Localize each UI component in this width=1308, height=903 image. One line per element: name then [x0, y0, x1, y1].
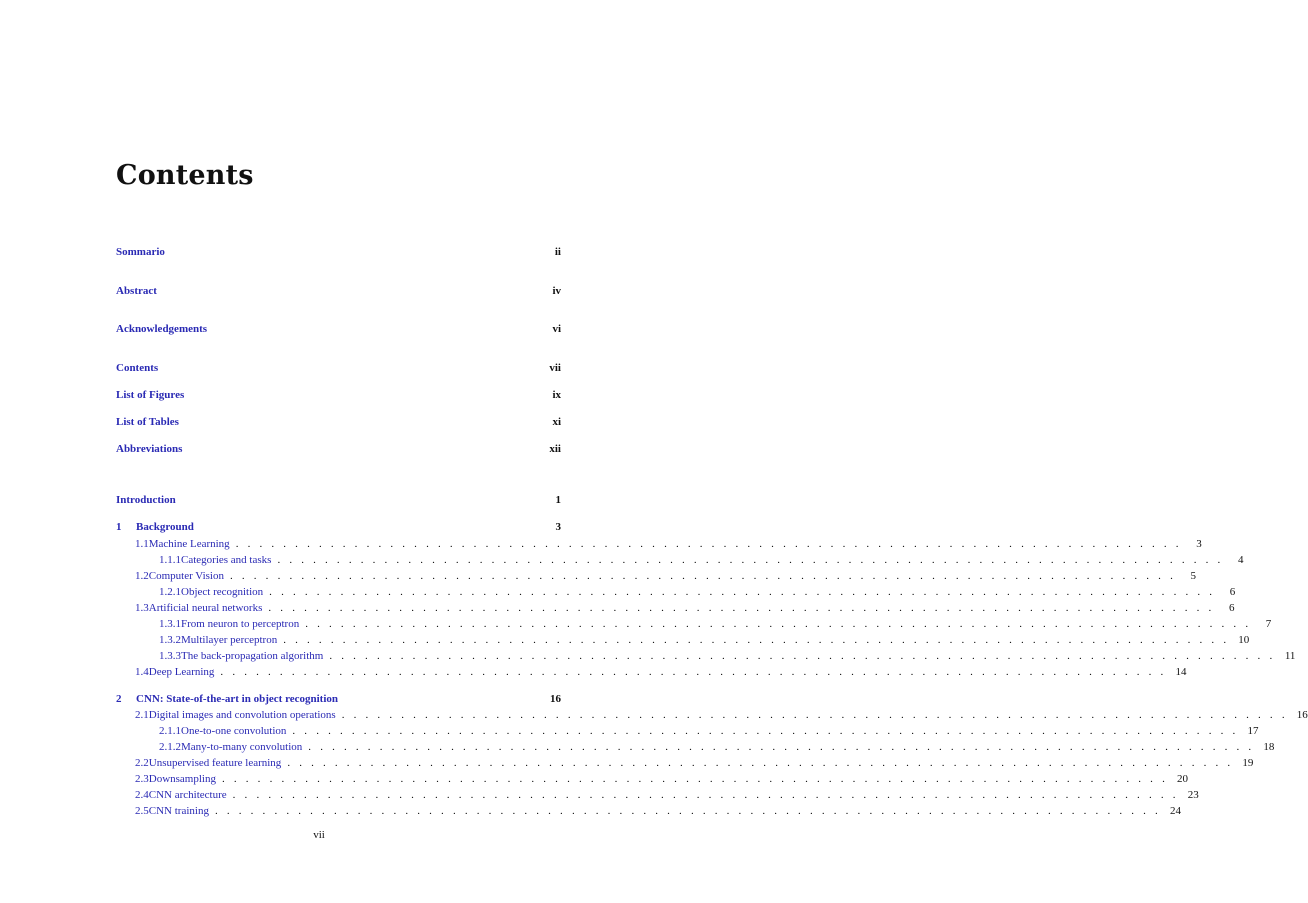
toc-leader-dots: . . . . . . . . . . . . . . . . . . . . . . . . . . . . . . . . . . . . . . . . . . . . . . . . . . . . . . . . . . . . . . . . . . . . . . . . . . . . . . . . — [277, 554, 1224, 566]
toc-entry-number: 1.3 — [135, 602, 149, 614]
page-number: vii — [313, 829, 325, 841]
toc-entry-page: 4 — [1238, 554, 1244, 566]
toc-entry-link[interactable]: Background — [136, 521, 194, 533]
toc-entry-number: 1 — [116, 521, 122, 533]
toc-entry[interactable] — [116, 568, 1197, 584]
toc-entry-page: 6 — [1229, 586, 1236, 598]
toc-entry-page: 16 — [1296, 709, 1308, 721]
toc-entry-page: 10 — [1238, 634, 1250, 646]
toc-entry[interactable] — [116, 552, 1244, 568]
toc-entry-number: 2.4 — [135, 789, 149, 801]
toc-entry-number: 1.2.1 — [159, 586, 181, 598]
toc-entry-link[interactable]: CNN: State-of-the-art in object recognition — [136, 693, 339, 705]
toc-entry[interactable] — [116, 584, 1236, 600]
toc-entry-link[interactable]: Contents — [116, 362, 159, 374]
toc-entry-link[interactable]: Multilayer perceptron — [181, 634, 278, 646]
toc-entry[interactable] — [116, 441, 561, 457]
toc-entry[interactable] — [116, 616, 1272, 632]
toc-entry-link[interactable]: Deep Learning — [148, 666, 215, 678]
toc-entry[interactable] — [116, 321, 561, 337]
toc-entry[interactable] — [116, 414, 561, 430]
toc-entry-number: 1.1.1 — [159, 554, 181, 566]
toc-entry-link[interactable]: Many-to-many convolution — [181, 741, 303, 753]
toc-entry[interactable] — [116, 519, 561, 535]
toc-entry-page: 1 — [555, 494, 561, 506]
toc-entry-link[interactable]: Machine Learning — [148, 538, 230, 550]
toc-entry-link[interactable]: Abbreviations — [116, 443, 183, 455]
toc-leader-dots: . . . . . . . . . . . . . . . . . . . . . . . . . . . . . . . . . . . . . . . . . . . . . . . . . . . . . . . . . . . . . . . . . . . . . . . . . . . . . . . . — [305, 618, 1252, 630]
toc-entry-page: 5 — [1190, 570, 1197, 582]
toc-leader-dots: . . . . . . . . . . . . . . . . . . . . . . . . . . . . . . . . . . . . . . . . . . . . . . . . . . . . . . . . . . . . . . . . . . . . . . . . . . . . . . . . — [232, 789, 1179, 801]
toc-entry[interactable] — [116, 492, 561, 508]
toc-leader-dots: . . . . . . . . . . . . . . . . . . . . . . . . . . . . . . . . . . . . . . . . . . . . . . . . . . . . . . . . . . . . . . . . . . . . . . . . . . . . . . . . — [229, 570, 1177, 582]
toc-leader-dots: . . . . . . . . . . . . . . . . . . . . . . . . . . . . . . . . . . . . . . . . . . . . . . . . . . . . . . . . . . . . . . . . . . . . . . . . . . . . . . . . — [214, 805, 1162, 817]
toc-entry-link[interactable]: List of Figures — [116, 389, 185, 401]
toc-entry-page: 11 — [1284, 650, 1296, 662]
toc-entry[interactable] — [116, 755, 1254, 771]
toc-entry-link[interactable]: The back-propagation algorithm — [181, 650, 324, 662]
toc-entry-page: 23 — [1187, 789, 1199, 801]
toc-entry[interactable] — [116, 787, 1199, 803]
toc-entry[interactable] — [116, 600, 1235, 616]
toc-entry-link[interactable]: From neuron to perceptron — [181, 618, 300, 630]
toc-entry-number: 2.3 — [135, 773, 149, 785]
toc-entry-page: 17 — [1247, 725, 1259, 737]
toc-leader-dots: . . . . . . . . . . . . . . . . . . . . . . . . . . . . . . . . . . . . . . . . . . . . . . . . . . . . . . . . . . . . . . . . . . . . . . . . . . . . . . . . — [268, 602, 1215, 614]
toc-entry-page: 14 — [1175, 666, 1187, 678]
toc-entry-link[interactable]: Sommario — [116, 246, 165, 258]
toc-entry-page: 18 — [1263, 741, 1275, 753]
toc-entry-link[interactable]: List of Tables — [116, 416, 179, 428]
toc-entry[interactable] — [116, 723, 1259, 739]
toc-entry-page: 6 — [1228, 602, 1235, 614]
toc-entry-page: 3 — [555, 521, 561, 533]
toc-entry-number: 2.1 — [135, 709, 149, 721]
toc-entry-link[interactable]: Artificial neural networks — [148, 602, 263, 614]
toc-leader-dots: . . . . . . . . . . . . . . . . . . . . . . . . . . . . . . . . . . . . . . . . . . . . . . . . . . . . . . . . . . . . . . . . . . . . . . . . . . . . . . . . — [283, 634, 1230, 646]
toc-entry[interactable] — [116, 244, 561, 260]
toc-entry-number: 2.5 — [135, 805, 149, 817]
toc-entry-number: 2.2 — [135, 757, 149, 769]
toc-entry-number: 1.3.3 — [159, 650, 181, 662]
toc-entry-page: 16 — [550, 693, 561, 705]
toc-entry-page: 3 — [1196, 538, 1202, 550]
toc-entry-page: xii — [549, 443, 561, 455]
toc-entry-link[interactable]: Digital images and convolution operations — [148, 709, 336, 721]
toc-entry-number: 1.1 — [135, 538, 149, 550]
toc-entry-number: 2.1.2 — [159, 741, 181, 753]
toc-entry-link[interactable]: Introduction — [116, 494, 176, 506]
toc-entry[interactable] — [116, 691, 561, 707]
page-title: Contents — [116, 160, 254, 191]
toc-entry-number: 2 — [116, 693, 122, 705]
toc-entry-link[interactable]: Abstract — [116, 285, 157, 297]
toc-entry[interactable] — [116, 707, 1308, 723]
toc-entry-page: ii — [554, 246, 561, 258]
toc-leader-dots: . . . . . . . . . . . . . . . . . . . . . . . . . . . . . . . . . . . . . . . . . . . . . . . . . . . . . . . . . . . . . . . . . . . . . . . . . . . . . . . . — [292, 725, 1239, 737]
toc-entry-link[interactable]: CNN architecture — [148, 789, 227, 801]
toc-entry[interactable] — [116, 739, 1275, 755]
toc-entry-link[interactable]: One-to-one convolution — [181, 725, 287, 737]
toc-entry-page: 24 — [1170, 805, 1182, 817]
toc-entry[interactable] — [116, 536, 1202, 552]
toc-entry[interactable] — [116, 664, 1187, 680]
toc-leader-dots: . . . . . . . . . . . . . . . . . . . . . . . . . . . . . . . . . . . . . . . . . . . . . . . . . . . . . . . . . . . . . . . . . . . . . . . . . . . . . . . . — [221, 773, 1169, 785]
toc-entry[interactable] — [116, 803, 1182, 819]
toc-leader-dots: . . . . . . . . . . . . . . . . . . . . . . . . . . . . . . . . . . . . . . . . . . . . . . . . . . . . . . . . . . . . . . . . . . . . . . . . . . . . . . . . — [220, 666, 1167, 678]
toc-leader-dots: . . . . . . . . . . . . . . . . . . . . . . . . . . . . . . . . . . . . . . . . . . . . . . . . . . . . . . . . . . . . . . . . . . . . . . . . . . . . . . . . — [341, 709, 1288, 721]
toc-entry-link[interactable]: Object recognition — [181, 586, 264, 598]
toc-entry-link[interactable]: Unsupervised feature learning — [148, 757, 282, 769]
toc-entry[interactable] — [116, 387, 561, 403]
toc-entry[interactable] — [116, 648, 1296, 664]
toc-entry-number: 1.4 — [135, 666, 149, 678]
toc-entry[interactable] — [116, 632, 1250, 648]
toc-entry-link[interactable]: Downsampling — [148, 773, 216, 785]
toc-leader-dots: . . . . . . . . . . . . . . . . . . . . . . . . . . . . . . . . . . . . . . . . . . . . . . . . . . . . . . . . . . . . . . . . . . . . . . . . . . . . . . . . — [287, 757, 1234, 769]
toc-entry-link[interactable]: Categories and tasks — [181, 554, 272, 566]
toc-entry-page: 19 — [1242, 757, 1254, 769]
toc-entry-page: xi — [552, 416, 561, 428]
toc-entry-page: iv — [552, 285, 561, 297]
toc-entry[interactable] — [116, 771, 1189, 787]
toc-entry[interactable] — [116, 360, 561, 376]
toc-leader-dots: . . . . . . . . . . . . . . . . . . . . . . . . . . . . . . . . . . . . . . . . . . . . . . . . . . . . . . . . . . . . . . . . . . . . . . . . . . . . . . . . — [269, 586, 1216, 598]
toc-leader-dots: . . . . . . . . . . . . . . . . . . . . . . . . . . . . . . . . . . . . . . . . . . . . . . . . . . . . . . . . . . . . . . . . . . . . . . . . . . . . . . . . — [308, 741, 1255, 753]
toc-entry-page: 7 — [1265, 618, 1272, 630]
toc-entry-page: vi — [552, 323, 561, 335]
toc-entry-page: 20 — [1177, 773, 1189, 785]
toc-entry-page: vii — [549, 362, 561, 374]
toc-entry-number: 1.2 — [135, 570, 149, 582]
toc-entry-number: 2.1.1 — [159, 725, 181, 737]
toc-entry[interactable] — [116, 283, 561, 299]
toc-entry-link[interactable]: Acknowledgements — [116, 323, 208, 335]
toc-leader-dots: . . . . . . . . . . . . . . . . . . . . . . . . . . . . . . . . . . . . . . . . . . . . . . . . . . . . . . . . . . . . . . . . . . . . . . . . . . . . . . . . — [329, 650, 1276, 662]
toc-entry-page: ix — [552, 389, 561, 401]
toc-leader-dots: . . . . . . . . . . . . . . . . . . . . . . . . . . . . . . . . . . . . . . . . . . . . . . . . . . . . . . . . . . . . . . . . . . . . . . . . . . . . . . . . — [235, 538, 1182, 550]
toc-entry-number: 1.3.2 — [159, 634, 181, 646]
toc-entry-link[interactable]: Computer Vision — [148, 570, 224, 582]
toc-entry-number: 1.3.1 — [159, 618, 181, 630]
toc-entry-link[interactable]: CNN training — [148, 805, 209, 817]
